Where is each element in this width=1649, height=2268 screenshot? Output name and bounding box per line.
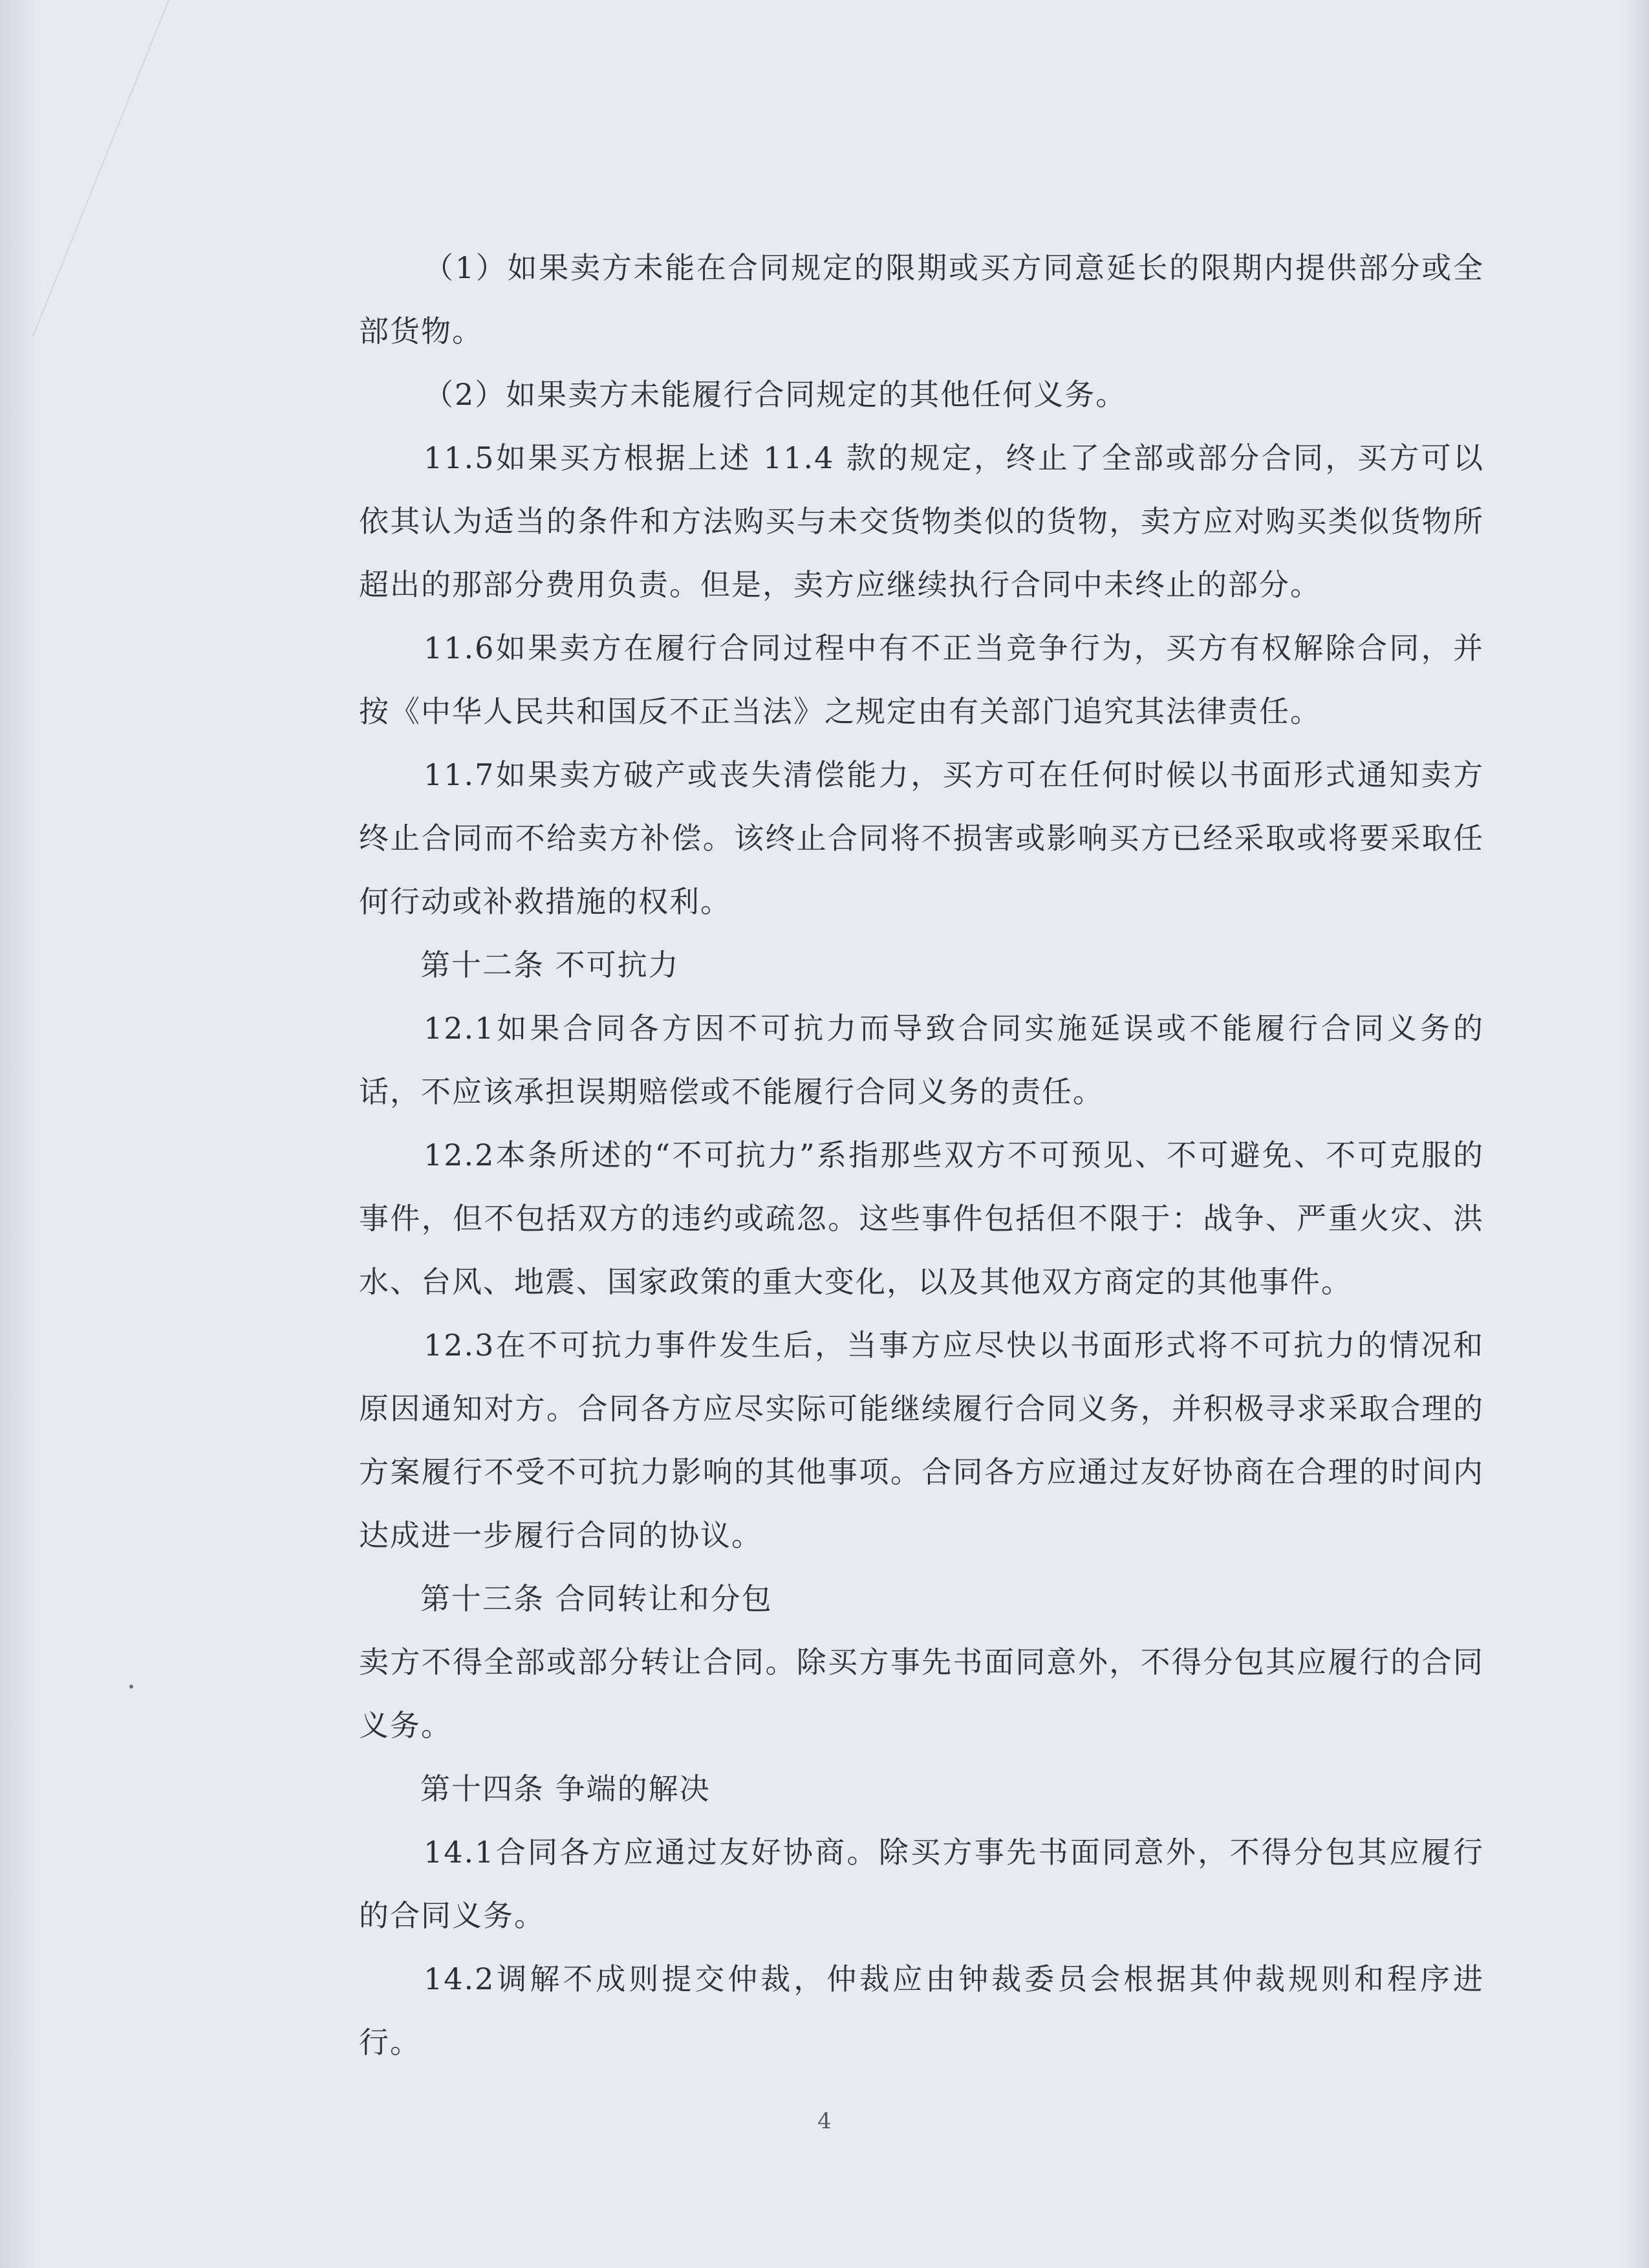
paragraph: 12.2本条所述的“不可抗力”系指那些双方不可预见、不可避免、不可克服的事件，但不包括双方的违约或疏忽。这些事件包括但不限于：战争、严重火灾、洪水、台风、地震、国家政策的重大变化，以及其他双方商定的其他事件。 — [359, 1138, 1484, 1299]
paragraph: 14.1合同各方应通过友好协商。除买方事先书面同意外，不得分包其应履行的合同义务。 — [359, 1835, 1484, 1933]
page-number: 4 — [817, 2108, 832, 2134]
paragraph: 11.5如果买方根据上述 11.4 款的规定，终止了全部或部分合同，买方可以依其认为适当的条件和方法购买与未交货物类似的货物，卖方应对购买类似货物所超出的那部分费用负责。但是，卖方应继续执行合同中未终止的部分。 — [359, 440, 1484, 602]
paragraph: （2）如果卖方未能履行合同规定的其他任何义务。 — [424, 377, 1127, 412]
paragraph: （1）如果卖方未能在合同规定的限期或买方同意延长的限期内提供部分或全部货物。 — [359, 250, 1484, 349]
paragraph: 11.6如果卖方在履行合同过程中有不正当竞争行为，买方有权解除合同，并按《中华人民共和国反不正当法》之规定由有关部门追究其法律责任。 — [359, 631, 1484, 729]
paper-fold-mark — [0, 0, 169, 336]
paragraph: 12.1如果合同各方因不可抗力而导致合同实施延误或不能履行合同义务的话，不应该承担误期赔偿或不能履行合同义务的责任。 — [359, 1011, 1484, 1109]
scan-speck — [129, 1685, 133, 1689]
paragraph: 12.3在不可抗力事件发生后，当事方应尽快以书面形式将不可抗力的情况和原因通知对方。合同各方应尽实际可能继续履行合同义务，并积极寻求采取合理的方案履行不受不可抗力影响的其他事项。合同各方应通过友好协商在合理的时间内达成进一步履行合同的协议。 — [359, 1328, 1484, 1553]
scan-edge-shadow — [1623, 0, 1649, 2268]
section-heading: 第十四条 争端的解决 — [420, 1771, 711, 1806]
paragraph: 卖方不得全部或部分转让合同。除买方事先书面同意外，不得分包其应履行的合同义务。 — [359, 1645, 1484, 1743]
document-body — [359, 236, 1484, 2074]
section-heading: 第十二条 不可抗力 — [420, 947, 680, 982]
paragraph: 14.2调解不成则提交仲裁，仲裁应由钟裁委员会根据其仲裁规则和程序进行。 — [359, 1961, 1484, 2060]
scan-edge-shadow — [0, 0, 39, 2268]
section-heading: 第十三条 合同转让和分包 — [420, 1581, 773, 1616]
paragraph: 11.7如果卖方破产或丧失清偿能力，买方可在任何时候以书面形式通知卖方终止合同而不给卖方补偿。该终止合同将不损害或影响买方已经采取或将要采取任何行动或补救措施的权利。 — [359, 757, 1484, 919]
